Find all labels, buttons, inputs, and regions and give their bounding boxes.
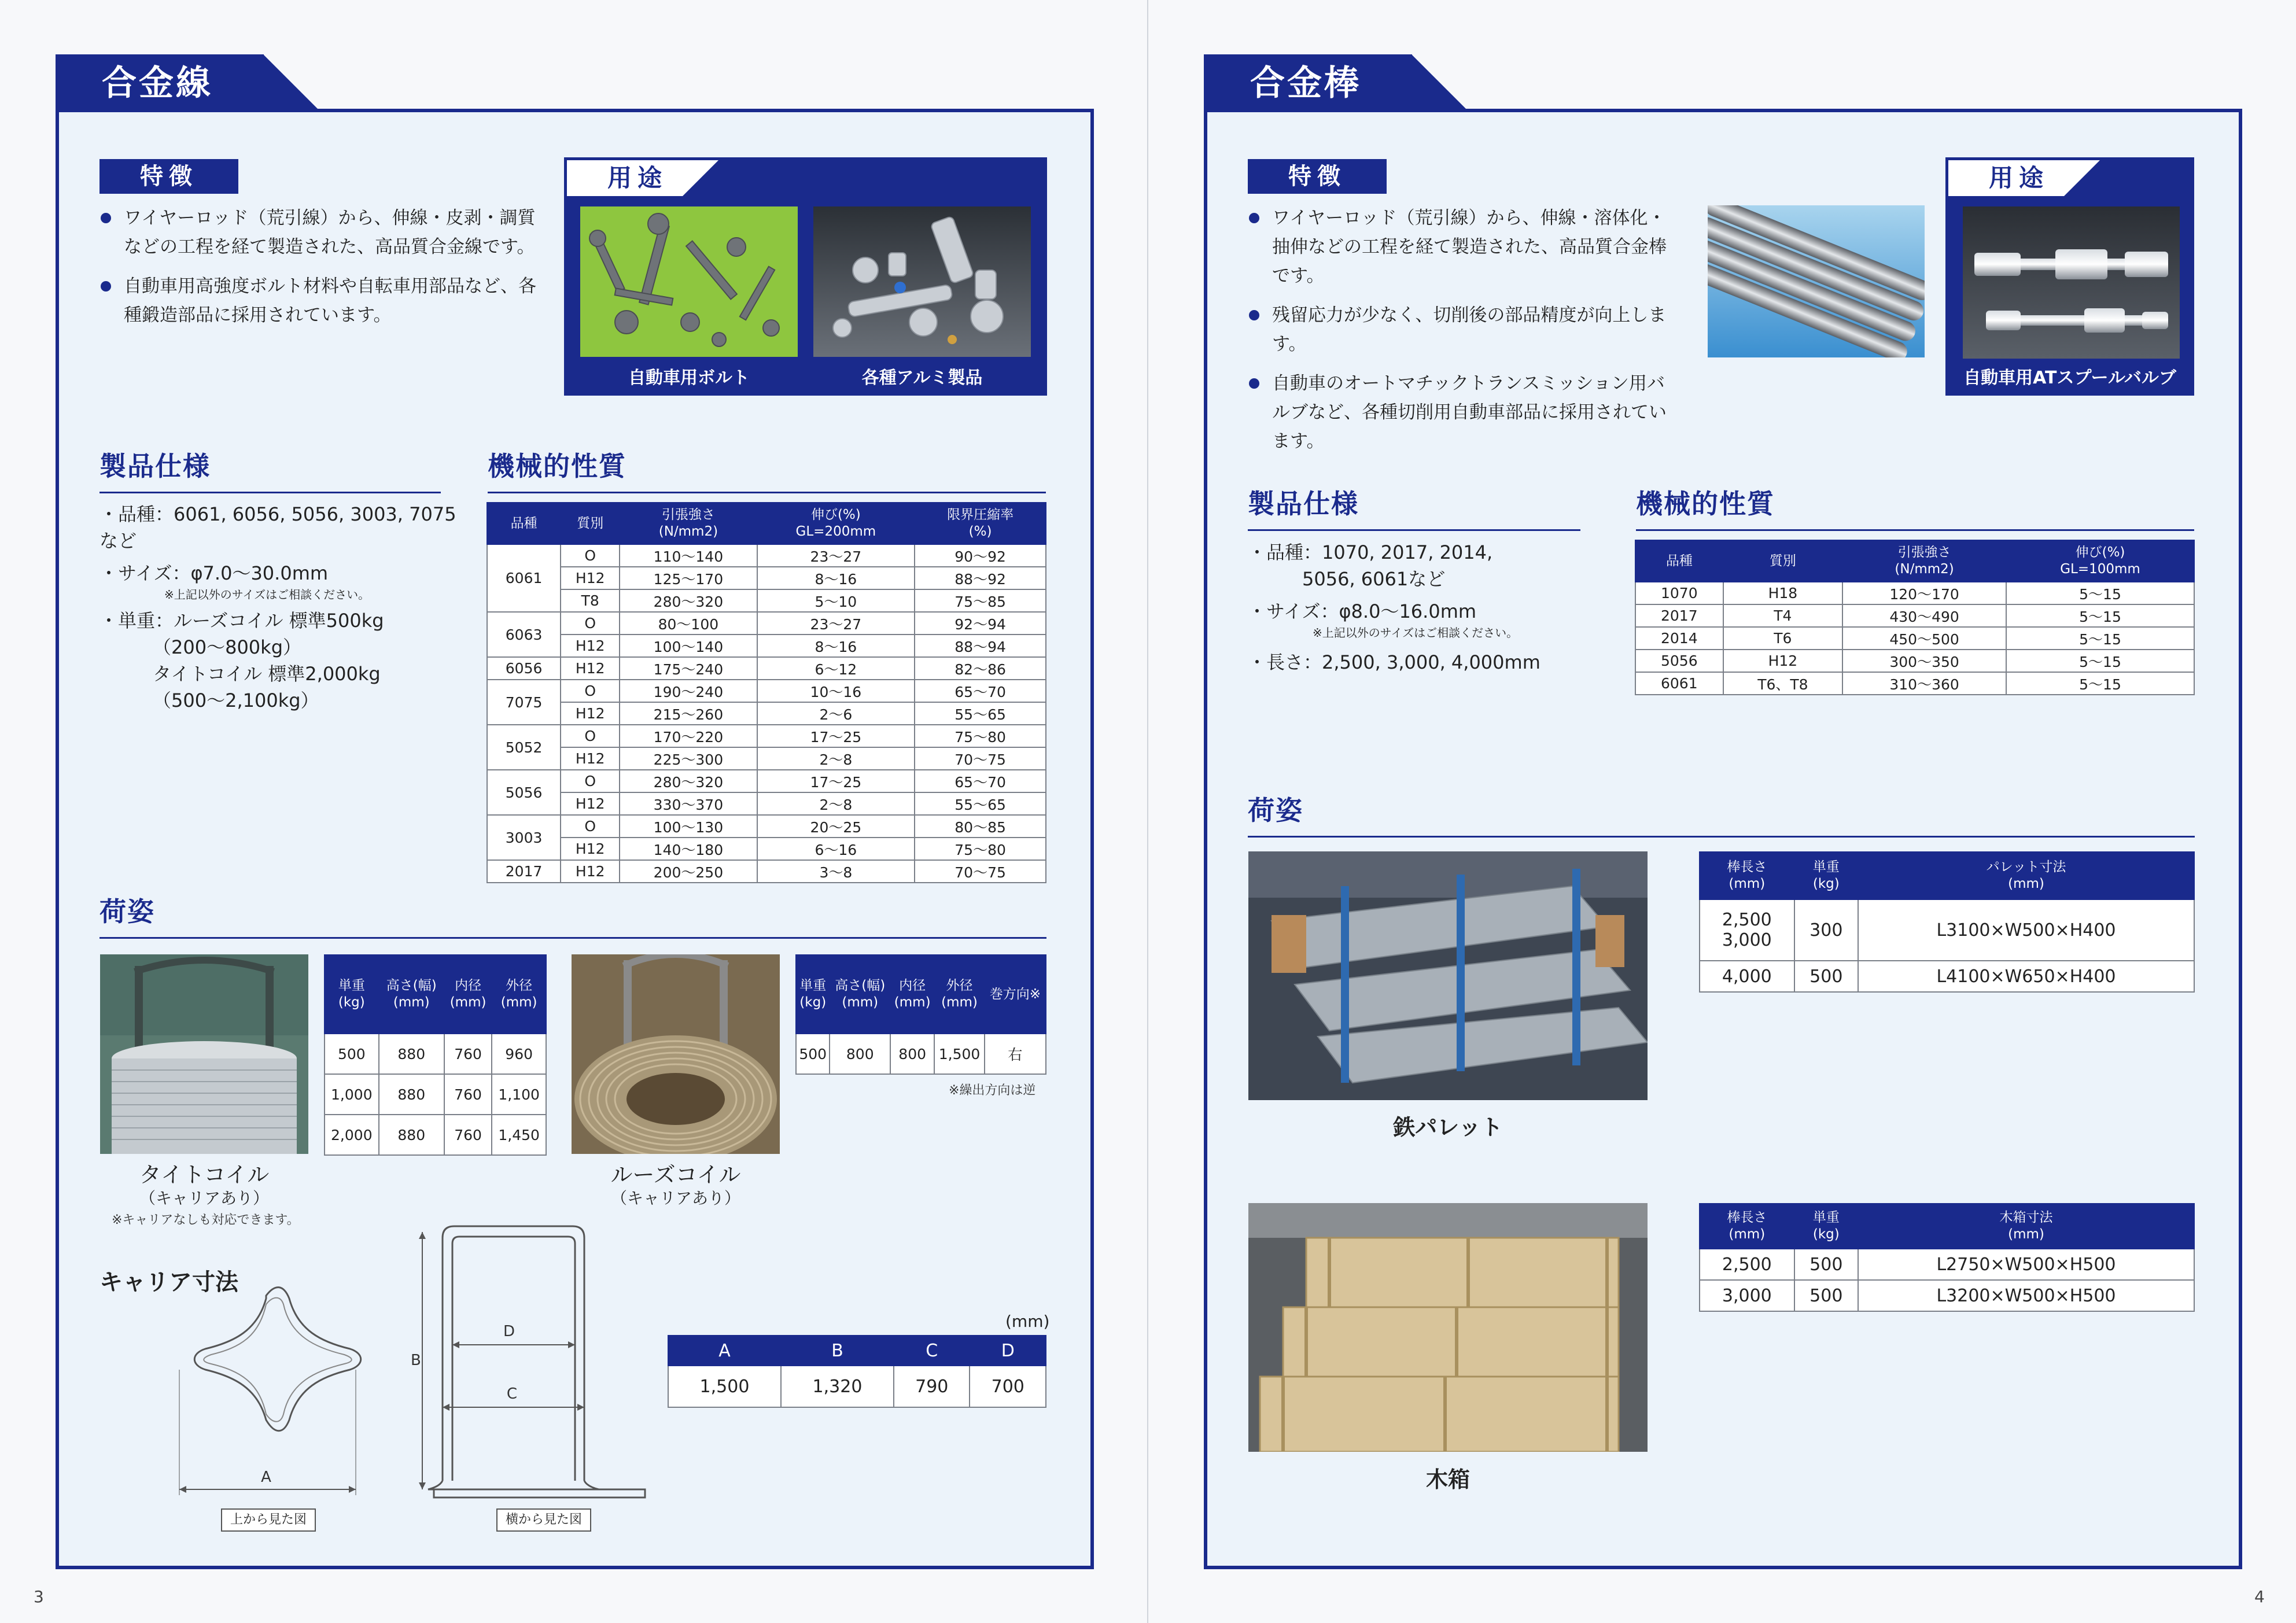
tight-coil-sub: （キャリアあり） [139, 1189, 269, 1208]
carrier-unit: (mm) [1005, 1312, 1050, 1331]
table-cell: 88～94 [915, 635, 1046, 657]
table-row [325, 1074, 546, 1115]
left-feature-2: 自動車用高強度ボルト材料や自転車用部品など、各種鍛造部品に採用されています。 [99, 272, 539, 330]
table-cell: 200～250 [620, 860, 757, 883]
table-header-row [1700, 1204, 2194, 1249]
loose-coil-note: ※繰出方向は逆 [949, 1083, 1036, 1098]
table-row [487, 567, 1046, 589]
table-row [487, 657, 1046, 680]
table-cell: T6、T8 [1723, 672, 1842, 695]
table-header-cell: 外径 (mm) [492, 955, 546, 1034]
table-cell: 140～180 [620, 838, 757, 860]
table-cell: 800 [830, 1034, 890, 1074]
table-cell: 300 [1794, 899, 1858, 961]
table-cell: H12 [561, 860, 620, 883]
table-cell: 760 [444, 1115, 492, 1155]
steel-pallet-photo [1248, 851, 1648, 1100]
right-mech-table [1635, 540, 2195, 695]
carrier-table [668, 1335, 1046, 1408]
right-page-number: 4 [2254, 1587, 2265, 1606]
table-cell: 120～170 [1842, 582, 2006, 604]
table-header-row [487, 503, 1046, 544]
left-title-wedge [263, 54, 321, 112]
right-feature-3: 自動車のオートマチックトランスミッション用バルブなど、各種切削用自動車部品に採用されています。 [1248, 369, 1676, 456]
carrier-heading: キャリア寸法 [99, 1269, 238, 1296]
right-features-list [1248, 204, 1676, 466]
table-header-cell: 棒長さ (mm) [1700, 1204, 1794, 1249]
table-cell: 330～370 [620, 792, 757, 815]
table-cell: 2～6 [757, 702, 915, 725]
table-cell: 70～75 [915, 860, 1046, 883]
table-cell: 92～94 [915, 612, 1046, 635]
table-header-cell: 棒長さ (mm) [1700, 852, 1794, 899]
table-header-cell: 品種 [1635, 540, 1723, 582]
tight-coil-photo [100, 954, 308, 1154]
table-row [487, 612, 1046, 635]
table-cell: 1,000 [325, 1074, 379, 1115]
table-row [796, 1034, 1046, 1074]
left-spec-size: ・サイズ：φ7.0～30.0mm [99, 562, 329, 584]
table-cell: 5～15 [2006, 650, 2194, 672]
aluminum-caption: 各種アルミ製品 [861, 368, 983, 388]
table-header-cell: 質別 [561, 503, 620, 544]
right-spec-grades-2: 5056, 6061など [1302, 568, 1446, 590]
table-cell: H12 [561, 635, 620, 657]
carrier-label-b: B [411, 1352, 421, 1369]
table-cell: 1,100 [492, 1074, 546, 1115]
table-row [487, 792, 1046, 815]
grade-cell: 6056 [487, 657, 561, 680]
table-header-row [1635, 540, 2194, 582]
right-title: 合金棒 [1204, 54, 1412, 112]
table-cell: 500 [1794, 961, 1858, 992]
right-uses-wedge [2064, 160, 2100, 196]
loose-coil-table [795, 954, 1046, 1075]
left-features-list [99, 204, 539, 340]
table-header-cell: 内径 (mm) [444, 955, 492, 1034]
table-cell: 170～220 [620, 725, 757, 747]
right-spec-note: ※上記以外のサイズはご相談ください。 [1313, 626, 1519, 640]
table-cell: 17～25 [757, 770, 915, 792]
table-cell: 1,500 [668, 1366, 781, 1407]
table-cell: H12 [561, 792, 620, 815]
grade-cell: 3003 [487, 815, 561, 860]
carrier-diagram [168, 1220, 665, 1533]
table-header-cell: 外径 (mm) [934, 955, 985, 1034]
right-mech-heading: 機械的性質 [1636, 483, 2194, 531]
table-header-cell: 単重 (kg) [325, 955, 379, 1034]
table-cell: 5～15 [2006, 604, 2194, 627]
right-features-label: 特徴 [1248, 159, 1387, 194]
table-row [487, 702, 1046, 725]
table-row [1700, 899, 2194, 961]
table-cell: 450～500 [1842, 627, 2006, 650]
table-header-cell: 引張強さ (N/mm2) [620, 503, 757, 544]
right-spec-length: ・長さ：2,500, 3,000, 4,000mm [1248, 651, 1541, 673]
table-row [1635, 672, 2194, 695]
table-header-row [796, 955, 1046, 1034]
table-row [668, 1366, 1046, 1407]
table-header-cell: 巻方向※ [985, 955, 1046, 1034]
table-cell: 右 [985, 1034, 1046, 1074]
table-cell: 2～8 [757, 792, 915, 815]
table-cell: 215～260 [620, 702, 757, 725]
table-cell: 80～85 [915, 815, 1046, 838]
table-row [487, 589, 1046, 612]
table-cell: L3100×W500×H400 [1858, 899, 2194, 961]
table-cell: 2,000 [325, 1115, 379, 1155]
table-cell: 6～12 [757, 657, 915, 680]
table-cell: 760 [444, 1034, 492, 1074]
table-cell: 300～350 [1842, 650, 2006, 672]
grade-cell: 6061 [487, 544, 561, 612]
table-cell: T6 [1723, 627, 1842, 650]
table-cell: O [561, 544, 620, 567]
table-cell: 100～130 [620, 815, 757, 838]
left-spec-note: ※上記以外のサイズはご相談ください。 [164, 588, 370, 602]
table-cell: 3～8 [757, 860, 915, 883]
table-cell: 790 [894, 1366, 970, 1407]
table-cell: 90～92 [915, 544, 1046, 567]
table-cell: 3,000 [1700, 1280, 1794, 1311]
table-row [1635, 627, 2194, 650]
left-spec-weight: ・単重：ルーズコイル 標準500kg [99, 610, 384, 632]
table-cell: L2750×W500×H500 [1858, 1249, 2194, 1280]
table-row [487, 725, 1046, 747]
table-cell: 75～80 [915, 725, 1046, 747]
left-page-number: 3 [34, 1587, 44, 1606]
table-header-cell: A [668, 1336, 781, 1366]
table-header-cell: 伸び(%) GL=100mm [2006, 540, 2194, 582]
table-cell: T4 [1723, 604, 1842, 627]
table-cell: O [561, 815, 620, 838]
table-cell: O [561, 680, 620, 702]
table-row [1700, 1280, 2194, 1311]
loose-coil-title: ルーズコイル [610, 1162, 741, 1187]
left-uses-wedge [683, 160, 718, 196]
table-cell: O [561, 612, 620, 635]
right-title-wedge [1411, 54, 1469, 112]
table-cell: H12 [561, 838, 620, 860]
spool-valve-photo [1963, 206, 2180, 359]
table-cell: 280～320 [620, 589, 757, 612]
right-packing-heading: 荷姿 [1248, 790, 2195, 838]
table-cell: 880 [379, 1115, 444, 1155]
table-cell: 1,500 [934, 1034, 985, 1074]
grade-cell: 5052 [487, 725, 561, 770]
left-spec-tight: タイトコイル 標準2,000kg [153, 663, 381, 685]
table-cell: 2～8 [757, 747, 915, 770]
right-spec-size: ・サイズ：φ8.0～16.0mm [1248, 600, 1477, 622]
table-cell: 23～27 [757, 544, 915, 567]
left-spec-text [99, 501, 458, 714]
right-uses-label: 用途 [1948, 160, 2064, 196]
table-cell: 65～70 [915, 680, 1046, 702]
table-row [487, 680, 1046, 702]
table-cell: 5～10 [757, 589, 915, 612]
table-cell: 8～16 [757, 635, 915, 657]
table-header-cell: 高さ(幅) (mm) [830, 955, 890, 1034]
table-cell: 760 [444, 1074, 492, 1115]
left-packing-heading: 荷姿 [99, 891, 1046, 939]
left-title: 合金線 [56, 54, 264, 112]
table-header-cell: 内径 (mm) [890, 955, 934, 1034]
tight-coil-title: タイトコイル [139, 1162, 270, 1187]
table-header-row [668, 1336, 1046, 1366]
table-cell: 8～16 [757, 567, 915, 589]
table-row [487, 770, 1046, 792]
table-cell: 175～240 [620, 657, 757, 680]
left-mech-heading: 機械的性質 [488, 445, 1046, 493]
table-cell: 700 [970, 1366, 1046, 1407]
table-header-cell: 単重 (kg) [1794, 1204, 1858, 1249]
table-cell: L3200×W500×H500 [1858, 1280, 2194, 1311]
table-header-cell: 木箱寸法 (mm) [1858, 1204, 2194, 1249]
table-cell: 55～65 [915, 702, 1046, 725]
left-feature-1: ワイヤーロッド（荒引線）から、伸線・皮剥・調質などの工程を経て製造された、高品質合金線です。 [99, 204, 539, 261]
loose-coil-sub: （キャリアあり） [610, 1189, 740, 1208]
table-row [1635, 650, 2194, 672]
wooden-box-caption: 木箱 [1425, 1467, 1470, 1492]
table-cell: 20～25 [757, 815, 915, 838]
table-cell: 280～320 [620, 770, 757, 792]
table-header-cell: 限界圧縮率 (%) [915, 503, 1046, 544]
bar-photo [1708, 205, 1925, 357]
table-cell: 5056 [1635, 650, 1723, 672]
loose-coil-photo [572, 954, 780, 1154]
table-row [487, 815, 1046, 838]
table-cell: 6061 [1635, 672, 1723, 695]
table-row [487, 544, 1046, 567]
table-cell: 4,000 [1700, 961, 1794, 992]
carrier-top-view-label: 上から見た図 [221, 1508, 316, 1532]
left-spec-weight-range2: （500～2,100kg） [153, 689, 319, 711]
table-row [487, 747, 1046, 770]
grade-cell: 5056 [487, 770, 561, 815]
table-cell: 70～75 [915, 747, 1046, 770]
table-cell: O [561, 770, 620, 792]
table-cell: 2017 [1635, 604, 1723, 627]
table-cell: 5～15 [2006, 672, 2194, 695]
table-cell: 88～92 [915, 567, 1046, 589]
right-spec-grades: ・品種：1070, 2017, 2014, [1248, 541, 1493, 563]
table-cell: 82～86 [915, 657, 1046, 680]
table-cell: 500 [1794, 1280, 1858, 1311]
table-cell: 190～240 [620, 680, 757, 702]
table-cell: 1,450 [492, 1115, 546, 1155]
carrier-side-view-shape [428, 1226, 645, 1497]
table-cell: H12 [561, 702, 620, 725]
grade-cell: 7075 [487, 680, 561, 725]
tight-coil-table [324, 954, 547, 1156]
table-cell: H12 [561, 567, 620, 589]
table-header-cell: B [781, 1336, 894, 1366]
table-cell: 75～85 [915, 589, 1046, 612]
table-cell: 2014 [1635, 627, 1723, 650]
table-cell: H18 [1723, 582, 1842, 604]
table-header-cell: 単重 (kg) [1794, 852, 1858, 899]
steel-pallet-caption: 鉄パレット [1393, 1115, 1503, 1140]
grade-cell: 2017 [487, 860, 561, 883]
table-header-cell: 単重 (kg) [796, 955, 830, 1034]
table-header-cell: 品種 [487, 503, 561, 544]
left-features-label: 特徴 [99, 159, 238, 194]
aluminum-products-photo [813, 206, 1031, 357]
wooden-box-table [1699, 1203, 2195, 1312]
table-header-row [325, 955, 546, 1034]
table-cell: 500 [325, 1034, 379, 1074]
table-cell: 55～65 [915, 792, 1046, 815]
table-cell: 5～15 [2006, 627, 2194, 650]
table-cell: 1,320 [781, 1366, 894, 1407]
table-header-cell: パレット寸法 (mm) [1858, 852, 2194, 899]
table-cell: 225～300 [620, 747, 757, 770]
table-cell: 2,500 3,000 [1700, 899, 1794, 961]
bolt-caption: 自動車用ボルト [628, 368, 750, 388]
table-cell: 880 [379, 1034, 444, 1074]
table-cell: 5～15 [2006, 582, 2194, 604]
table-header-cell: C [894, 1336, 970, 1366]
table-row [487, 860, 1046, 883]
table-cell: L4100×W650×H400 [1858, 961, 2194, 992]
left-spec-grades: ・品種：6061, 6056, 5056, 3003, 7075など [99, 503, 456, 552]
table-cell: 23～27 [757, 612, 915, 635]
left-uses-label: 用途 [567, 160, 683, 196]
table-cell: 17～25 [757, 725, 915, 747]
table-cell: 800 [890, 1034, 934, 1074]
table-cell: T8 [561, 589, 620, 612]
left-spec-weight-range1: （200～800kg） [153, 636, 302, 658]
bolt-photo [580, 206, 798, 357]
table-header-cell: 引張強さ (N/mm2) [1842, 540, 2006, 582]
table-cell: H12 [561, 657, 620, 680]
table-cell: H12 [1723, 650, 1842, 672]
table-row [1635, 582, 2194, 604]
left-spec-heading: 製品仕様 [99, 445, 441, 493]
table-cell: 65～70 [915, 770, 1046, 792]
table-cell: 10～16 [757, 680, 915, 702]
table-cell: 500 [796, 1034, 830, 1074]
carrier-label-c: C [506, 1385, 518, 1403]
table-cell: 80～100 [620, 612, 757, 635]
table-header-cell: 質別 [1723, 540, 1842, 582]
table-row [325, 1115, 546, 1155]
table-cell: 100～140 [620, 635, 757, 657]
right-feature-1: ワイヤーロッド（荒引線）から、伸線・溶体化・抽伸などの工程を経て製造された、高品質合金棒です。 [1248, 204, 1676, 290]
table-row [1700, 1249, 2194, 1280]
table-row [487, 635, 1046, 657]
table-cell: H12 [561, 747, 620, 770]
table-cell: 880 [379, 1074, 444, 1115]
table-row [1700, 961, 2194, 992]
table-row [487, 838, 1046, 860]
table-row [1635, 604, 2194, 627]
table-cell: 6～16 [757, 838, 915, 860]
table-row [325, 1034, 546, 1074]
table-cell: 75～80 [915, 838, 1046, 860]
left-mech-table [487, 502, 1046, 883]
table-cell: 2,500 [1700, 1249, 1794, 1280]
right-page [1148, 0, 2296, 1623]
table-cell: 500 [1794, 1249, 1858, 1280]
table-cell: 125～170 [620, 567, 757, 589]
right-spec-heading: 製品仕様 [1248, 483, 1580, 531]
table-header-cell: D [970, 1336, 1046, 1366]
table-cell: 110～140 [620, 544, 757, 567]
right-feature-2: 残留応力が少なく、切削後の部品精度が向上します。 [1248, 301, 1676, 359]
tight-coil-note: ※キャリアなしも対応できます。 [112, 1213, 300, 1227]
table-cell: 960 [492, 1034, 546, 1074]
table-header-row [1700, 852, 2194, 899]
right-spec-text [1248, 539, 1606, 676]
spool-valve-caption: 自動車用ATスプールバルブ [1963, 368, 2176, 388]
grade-cell: 6063 [487, 612, 561, 657]
table-header-cell: 高さ(幅) (mm) [379, 955, 444, 1034]
table-cell: 310～360 [1842, 672, 2006, 695]
wooden-box-photo [1248, 1203, 1648, 1452]
carrier-label-a: A [261, 1469, 271, 1486]
table-cell: 1070 [1635, 582, 1723, 604]
pallet-table [1699, 851, 2195, 993]
carrier-side-view-label: 横から見た図 [496, 1508, 591, 1532]
table-cell: 430～490 [1842, 604, 2006, 627]
table-header-cell: 伸び(%) GL=200mm [757, 503, 915, 544]
carrier-top-view-shape [194, 1288, 361, 1431]
table-cell: O [561, 725, 620, 747]
carrier-label-d: D [503, 1323, 515, 1340]
